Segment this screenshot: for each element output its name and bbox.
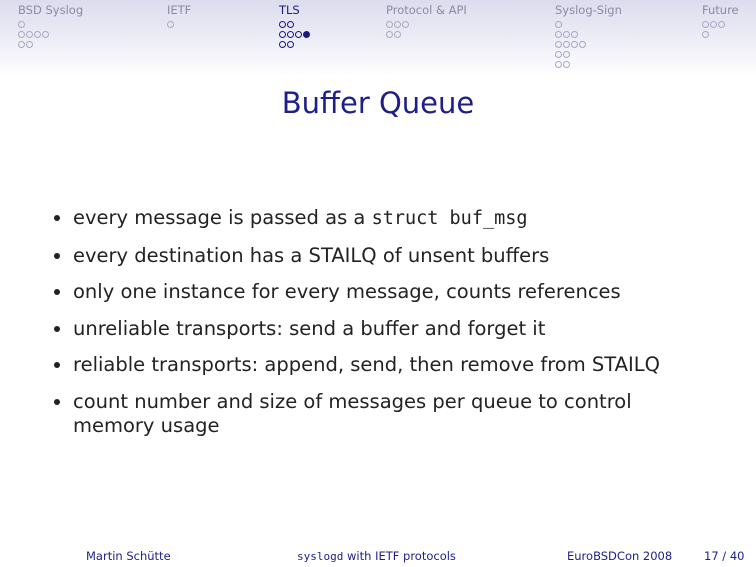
nav-slide-dot[interactable]: [555, 21, 562, 28]
nav-dot-row: [702, 29, 739, 39]
nav-slide-dot[interactable]: [402, 21, 409, 28]
bullet-text: unreliable transports: send a buffer and forget it: [73, 316, 546, 340]
nav-slide-dot[interactable]: [18, 41, 25, 48]
nav-slide-dot[interactable]: [718, 21, 725, 28]
nav-dot-row: [279, 39, 310, 49]
nav-section-title[interactable]: TLS: [279, 3, 300, 17]
nav-dot-row: [555, 19, 622, 29]
nav-section-title[interactable]: Syslog-Sign: [555, 3, 622, 17]
nav-slide-dot[interactable]: [563, 41, 570, 48]
nav-slide-dot[interactable]: [18, 21, 25, 28]
nav-slide-dot[interactable]: [18, 31, 25, 38]
nav-slide-dot[interactable]: [563, 51, 570, 58]
nav-slide-dot[interactable]: [571, 31, 578, 38]
nav-slide-dot[interactable]: [287, 31, 294, 38]
nav-dot-row: [386, 19, 467, 29]
nav-dot-row: [18, 29, 83, 39]
nav-section-tls[interactable]: [279, 4, 310, 49]
list-item: [52, 280, 732, 304]
footer-author: Martin Schütte: [86, 549, 171, 563]
bullet-text: count number and size of messages per queue to control memory usage: [73, 389, 632, 437]
bullet-code: struct buf_msg: [371, 208, 528, 229]
nav-slide-dots: [555, 19, 622, 69]
nav-slide-dot[interactable]: [394, 31, 401, 38]
nav-slide-dot[interactable]: [279, 41, 286, 48]
nav-dot-row: [279, 19, 310, 29]
nav-slide-dot[interactable]: [279, 31, 286, 38]
nav-slide-dot[interactable]: [555, 31, 562, 38]
nav-slide-dot[interactable]: [579, 41, 586, 48]
nav-section-ietf[interactable]: [167, 4, 191, 29]
nav-dot-row: [18, 19, 83, 29]
bullet-text: every destination has a STAILQ of unsent buffers: [73, 243, 550, 267]
nav-slide-dot[interactable]: [710, 21, 717, 28]
section-navigation: [0, 0, 756, 76]
nav-dot-row: [18, 39, 83, 49]
nav-section-protocol-api[interactable]: [386, 4, 467, 39]
nav-section-bsd-syslog[interactable]: [18, 4, 83, 49]
footer-talk-rest: with IETF protocols: [343, 549, 456, 563]
nav-slide-dots: [18, 19, 83, 49]
bullet-icon: [54, 399, 60, 405]
nav-slide-dot[interactable]: [386, 21, 393, 28]
nav-slide-dots: [386, 19, 467, 39]
nav-dot-row: [167, 19, 191, 29]
nav-dot-row: [279, 29, 310, 39]
nav-dot-row: [555, 59, 622, 69]
bullet-text: only one instance for every message, counts references: [73, 280, 621, 303]
nav-section-syslog-sign[interactable]: [555, 4, 622, 69]
nav-current-slide-dot[interactable]: [303, 31, 310, 38]
nav-dot-row: [386, 29, 467, 39]
nav-section-future[interactable]: [702, 4, 739, 39]
nav-dot-row: [555, 39, 622, 49]
nav-slide-dot[interactable]: [386, 31, 393, 38]
nav-slide-dot[interactable]: [563, 31, 570, 38]
nav-slide-dot[interactable]: [279, 21, 286, 28]
footer-talk-code: syslogd: [297, 550, 344, 563]
footer-page-number: 17 / 40: [704, 549, 745, 563]
nav-slide-dots: [702, 19, 739, 39]
slide-footer: [0, 545, 756, 567]
nav-slide-dot[interactable]: [555, 41, 562, 48]
list-item: [52, 353, 732, 377]
nav-slide-dot[interactable]: [702, 21, 709, 28]
nav-slide-dot[interactable]: [394, 21, 401, 28]
footer-talk-title: [297, 549, 456, 563]
nav-slide-dot[interactable]: [287, 21, 294, 28]
bullet-icon: [54, 326, 60, 332]
bullet-icon: [54, 289, 60, 295]
nav-slide-dot[interactable]: [295, 31, 302, 38]
bullet-text: reliable transports: append, send, then remove from STAILQ: [73, 353, 660, 376]
nav-slide-dot[interactable]: [563, 61, 570, 68]
footer-event: EuroBSDCon 2008: [567, 549, 673, 563]
nav-slide-dot[interactable]: [26, 31, 33, 38]
slide-title: Buffer Queue: [281, 86, 475, 120]
nav-slide-dot[interactable]: [42, 31, 49, 38]
nav-section-title[interactable]: Future: [702, 3, 739, 17]
nav-slide-dots: [279, 19, 310, 49]
nav-section-title[interactable]: Protocol & API: [386, 3, 467, 17]
nav-slide-dots: [167, 19, 191, 29]
nav-slide-dot[interactable]: [555, 61, 562, 68]
bullet-list: [52, 206, 732, 450]
list-item: [52, 244, 732, 268]
bullet-icon: [54, 253, 60, 259]
bullet-icon: [54, 215, 60, 221]
nav-dot-row: [555, 29, 622, 39]
nav-slide-dot[interactable]: [555, 51, 562, 58]
nav-slide-dot[interactable]: [571, 41, 578, 48]
nav-slide-dot[interactable]: [167, 21, 174, 28]
nav-section-title[interactable]: IETF: [167, 3, 192, 17]
nav-dot-row: [702, 19, 739, 29]
list-item: [52, 390, 673, 438]
nav-slide-dot[interactable]: [26, 41, 33, 48]
nav-slide-dot[interactable]: [702, 31, 709, 38]
list-item: [52, 317, 732, 341]
nav-slide-dot[interactable]: [287, 41, 294, 48]
nav-dot-row: [555, 49, 622, 59]
nav-slide-dot[interactable]: [34, 31, 41, 38]
list-item: [52, 206, 732, 231]
bullet-text: every message is passed as a: [73, 206, 372, 229]
bullet-icon: [54, 362, 60, 368]
nav-section-title[interactable]: BSD Syslog: [18, 3, 84, 17]
